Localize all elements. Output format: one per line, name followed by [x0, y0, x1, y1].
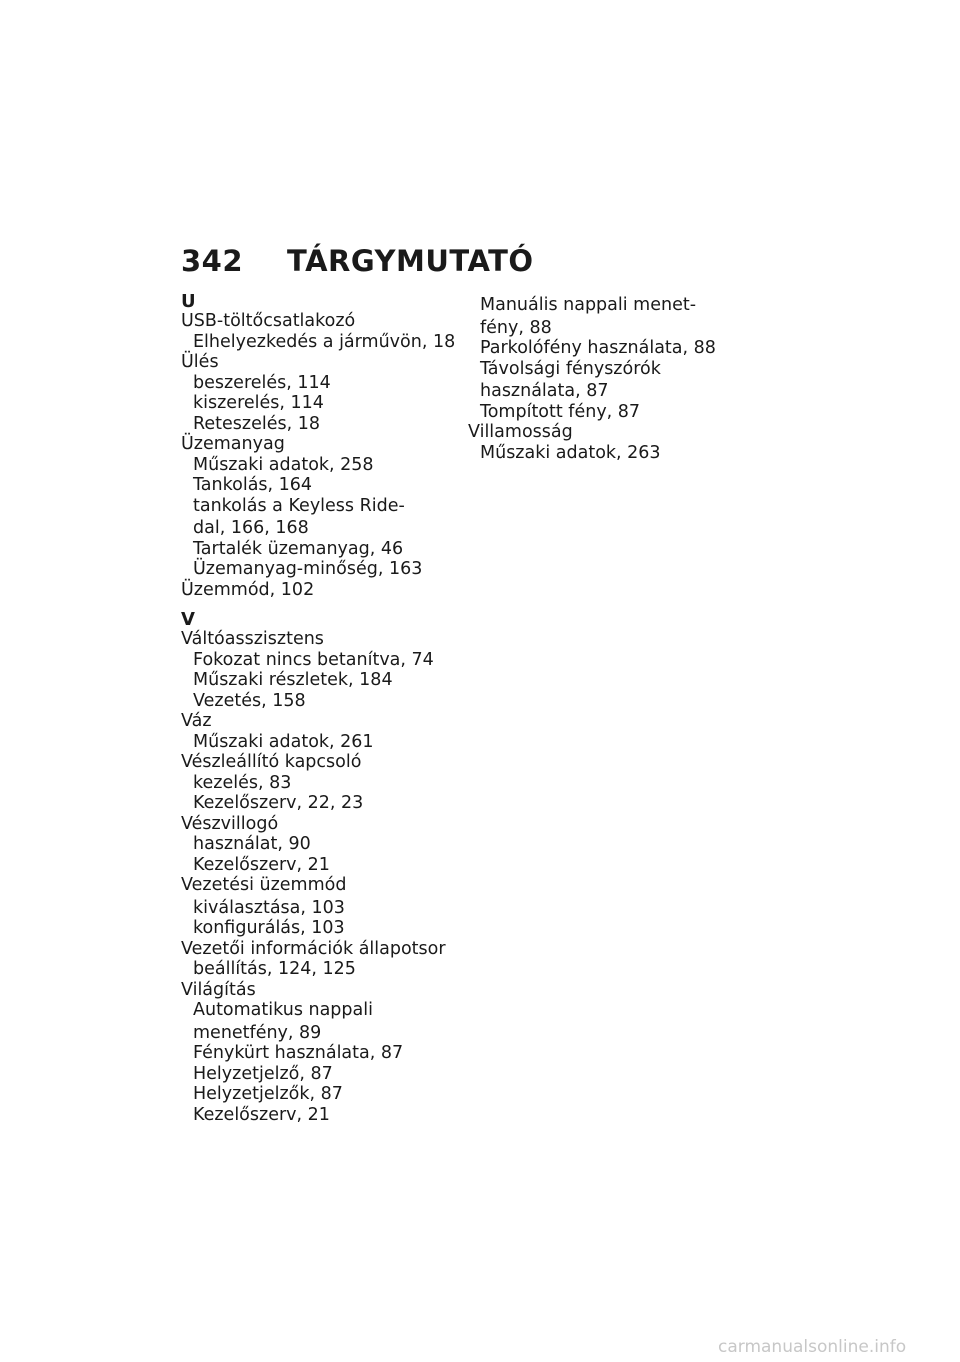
index-subterm: Fénykürt használata, 87 [193, 1043, 404, 1063]
watermark: carmanualsonline.info [718, 1337, 907, 1357]
index-entry [181, 352, 451, 434]
index-subterm: Kezelőszerv, 22, 23 [193, 793, 364, 813]
index-subterm: Fokozat nincs betanítva, 74 [193, 649, 434, 670]
index-column-right [468, 295, 758, 463]
index-term: Vészvillogó [181, 813, 279, 834]
index-term: Világítás [181, 979, 256, 1000]
index-entry [468, 422, 758, 463]
index-subterm: Automatikus nappali [193, 1000, 373, 1020]
index-subterm: Kezelőszerv, 21 [193, 1104, 330, 1125]
index-term: Üzemmód, 102 [181, 579, 315, 600]
index-subterm: menetfény, 89 [193, 1022, 322, 1043]
index-subterm: Üzemanyag-minőség, 163 [193, 559, 423, 579]
index-subterm: beállítás, 124, 125 [193, 959, 356, 979]
page-number: 342 [181, 244, 244, 278]
index-entry [181, 629, 451, 711]
index-entry [181, 311, 456, 352]
index-subterm: Tartalék üzemanyag, 46 [193, 538, 404, 559]
index-entry [181, 939, 451, 980]
index-subterm: konfigurálás, 103 [193, 918, 345, 938]
index-subterm: használat, 90 [193, 834, 311, 854]
index-subterm: Távolsági fényszórók [480, 358, 661, 379]
index-subterm: Reteszelés, 18 [193, 413, 320, 434]
index-subterm: Helyzetjelzők, 87 [193, 1084, 343, 1104]
index-column-left [181, 291, 456, 1125]
index-subterm: Parkolófény használata, 88 [480, 338, 716, 358]
index-term: Váltóasszisztens [181, 629, 324, 649]
index-subterm: beszerelés, 114 [193, 372, 331, 393]
index-subterm: használata, 87 [480, 381, 609, 401]
index-entry [181, 580, 451, 601]
index-subterm: Műszaki adatok, 258 [193, 454, 374, 475]
index-entry [181, 980, 451, 1126]
index-entry [181, 814, 451, 876]
index-subterm: tankolás a Keyless Ride- [193, 495, 405, 516]
index-subterm: Műszaki adatok, 263 [480, 442, 661, 463]
index-subterm: dal, 166, 168 [193, 518, 309, 538]
index-subterm: Tankolás, 164 [193, 475, 313, 495]
index-subterm: Helyzetjelző, 87 [193, 1063, 333, 1084]
index-entry [181, 711, 451, 752]
index-term: Ülés [181, 352, 219, 372]
page-title: TÁRGYMUTATÓ [287, 244, 534, 278]
index-subterm: Műszaki adatok, 261 [193, 731, 374, 752]
index-term: Vészleállító kapcsoló [181, 752, 362, 772]
index-subterm: fény, 88 [480, 317, 552, 338]
index-term: Villamosság [468, 422, 573, 442]
section-letter-u: U [181, 291, 196, 312]
index-term: Üzemanyag [181, 434, 285, 454]
index-term: USB-töltőcsatlakozó [181, 311, 356, 331]
section-letter-v: V [181, 609, 195, 630]
index-entry [181, 752, 451, 814]
index-subterm: kiválasztása, 103 [193, 897, 345, 918]
index-subterm: Tompított fény, 87 [480, 401, 641, 422]
index-term: Vezetési üzemmód [181, 875, 347, 895]
index-entry [181, 875, 451, 939]
index-subterm: Műszaki részletek, 184 [193, 670, 393, 690]
index-subterm: Manuális nappali menet- [480, 295, 697, 315]
index-term: Váz [181, 711, 212, 731]
index-subterm: kiszerelés, 114 [193, 393, 324, 413]
index-entry [181, 434, 451, 580]
index-term: Vezetői információk állapotsor [181, 938, 446, 959]
page-header [181, 244, 534, 278]
index-subterm: Kezelőszerv, 21 [193, 854, 330, 875]
index-subterm: Elhelyezkedés a járművön, 18 [193, 331, 456, 352]
index-subterm: Vezetés, 158 [193, 690, 306, 711]
index-subterm: kezelés, 83 [193, 772, 292, 793]
